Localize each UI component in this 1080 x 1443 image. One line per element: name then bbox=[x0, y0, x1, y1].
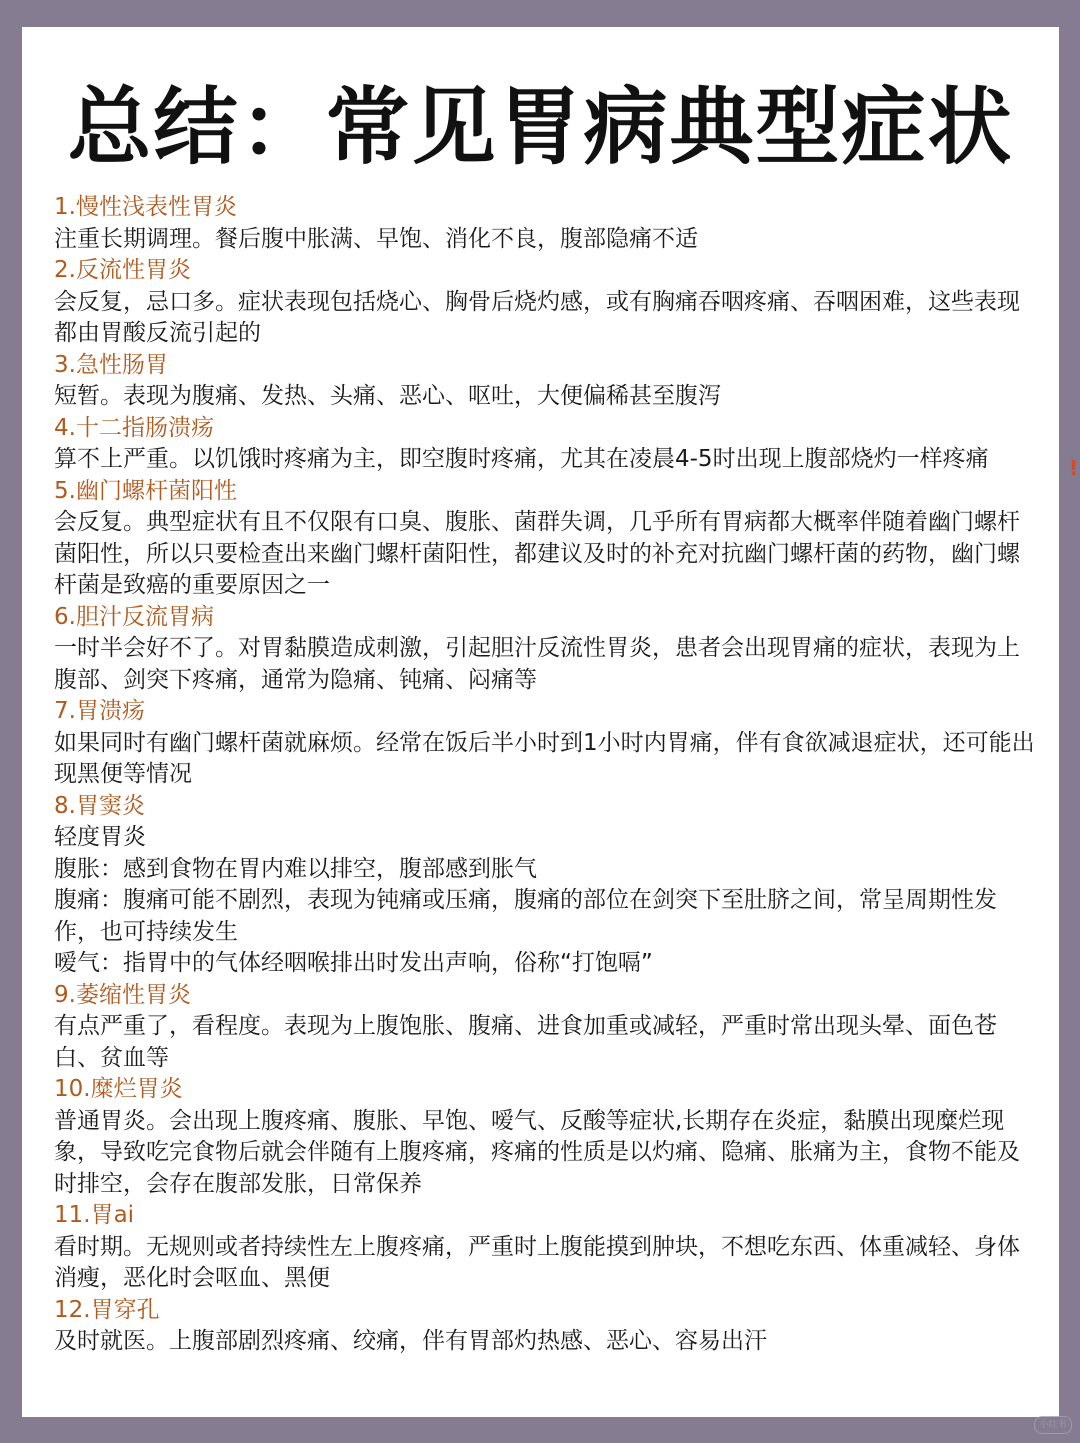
section-heading: 10.糜烂胃炎 bbox=[54, 1076, 183, 1102]
symptom-section bbox=[54, 255, 1039, 350]
symptom-section bbox=[54, 476, 1039, 602]
section-heading: 12.胃穿孔 bbox=[54, 1296, 160, 1323]
symptom-section bbox=[54, 791, 1039, 980]
section-heading: 4.十二指肠溃疡 bbox=[54, 414, 214, 441]
section-text: 及时就医。上腹部剧烈疼痛、绞痛，伴有胃部灼热感、恶心、容易出汗 bbox=[54, 1328, 767, 1354]
page-title: 总结：常见胃病典型症状 bbox=[67, 78, 1014, 176]
section-heading: 5.幽门螺杆菌阳性 bbox=[54, 477, 237, 504]
section-heading: 9.萎缩性胃炎 bbox=[54, 981, 191, 1008]
symptom-section bbox=[54, 1295, 1039, 1358]
watermark-logo: 小红书 bbox=[1034, 1416, 1072, 1434]
section-text: 一时半会好不了。对胃黏膜造成刺激，引起胆汁反流性胃炎，患者会出现胃痛的症状，表现为上腹部、剑突下疼痛，通常为隐痛、钝痛、闷痛等 bbox=[54, 635, 1020, 693]
section-text: 算不上严重。以饥饿时疼痛为主，即空腹时疼痛，尤其在凌晨4-5时出现上腹部烧灼一样疼痛 bbox=[54, 446, 989, 472]
symptom-list bbox=[54, 192, 1039, 1358]
section-text: 腹胀：感到食物在胃内难以排空，腹部感到胀气 bbox=[54, 855, 537, 882]
section-heading: 3.急性肠胃 bbox=[54, 351, 168, 378]
section-text: 注重长期调理。餐后腹中胀满、早饱、消化不良，腹部隐痛不适 bbox=[54, 225, 698, 252]
section-heading: 1.慢性浅表性胃炎 bbox=[54, 194, 237, 220]
section-heading: 6.胆汁反流胃病 bbox=[54, 603, 214, 630]
section-text: 看时期。无规则或者持续性左上腹疼痛，严重时上腹能摸到肿块，不想吃东西、体重减轻、身体消瘦，恶化时会呕血、黑便 bbox=[54, 1233, 1020, 1291]
side-exclamation-mark: ! bbox=[1069, 456, 1079, 480]
section-heading: 7.胃溃疡 bbox=[54, 698, 145, 724]
section-heading: 2.反流性胃炎 bbox=[54, 257, 191, 283]
section-heading: 8.胃窦炎 bbox=[54, 792, 145, 819]
symptom-section bbox=[54, 350, 1039, 413]
section-text: 会反复。典型症状有且不仅限有口臭、腹胀、菌群失调，几乎所有胃病都大概率伴随着幽门螺杆菌阳性，所以只要检查出来幽门螺杆菌阳性，都建议及时的补充对抗幽门螺杆菌的药物，幽门螺杆菌是致癌的重要原因之一 bbox=[54, 509, 1020, 598]
symptom-section bbox=[54, 980, 1039, 1075]
symptom-section bbox=[54, 1074, 1039, 1200]
section-text: 轻度胃炎 bbox=[54, 824, 146, 850]
symptom-section bbox=[54, 192, 1039, 255]
section-text: 如果同时有幽门螺杆菌就麻烦。经常在饭后半小时到1小时内胃痛，伴有食欲减退症状，还可能出现黑便等情况 bbox=[54, 729, 1035, 787]
symptom-section bbox=[54, 413, 1039, 476]
symptom-section bbox=[54, 602, 1039, 697]
section-text: 短暂。表现为腹痛、发热、头痛、恶心、呕吐，大便偏稀甚至腹泻 bbox=[54, 383, 721, 409]
section-text: 普通胃炎。会出现上腹疼痛、腹胀、早饱、嗳气、反酸等症状,长期存在炎症，黏膜出现糜烂现象，导致吃完食物后就会伴随有上腹疼痛，疼痛的性质是以灼痛、隐痛、胀痛为主，食物不能及时排空，会存在腹部发胀，日常保养 bbox=[54, 1107, 1020, 1197]
section-text: 会反复，忌口多。症状表现包括烧心、胸骨后烧灼感，或有胸痛吞咽疼痛、吞咽困难，这些表现都由胃酸反流引起的 bbox=[54, 288, 1020, 346]
document-card bbox=[22, 27, 1059, 1417]
section-text: 腹痛：腹痛可能不剧烈，表现为钝痛或压痛，腹痛的部位在剑突下至肚脐之间，常呈周期性发作，也可持续发生 bbox=[54, 887, 997, 945]
symptom-section bbox=[54, 696, 1039, 791]
section-text: 有点严重了，看程度。表现为上腹饱胀、腹痛、进食加重或减轻，严重时常出现头晕、面色苍白、贫血等 bbox=[54, 1013, 997, 1071]
symptom-section bbox=[54, 1200, 1039, 1295]
section-text: 嗳气：指胃中的气体经咽喉排出时发出声响，俗称“打饱嗝” bbox=[54, 950, 653, 976]
section-heading: 11.胃ai bbox=[54, 1202, 135, 1228]
